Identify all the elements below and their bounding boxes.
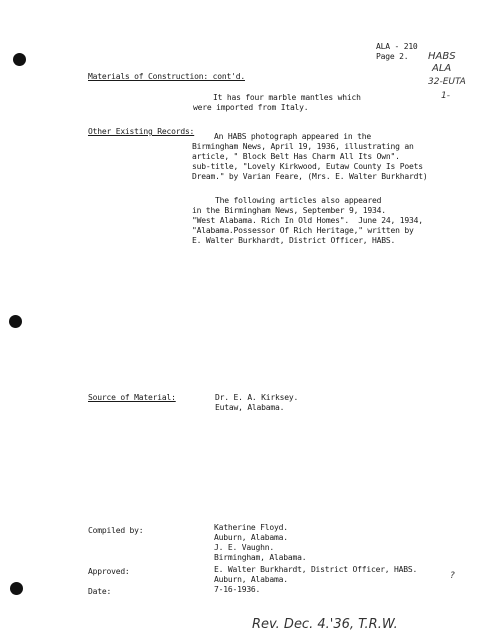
other-records-para2 [192, 206, 423, 246]
habs-stamp-line-3: 32-EUTA [428, 77, 466, 87]
para2-line-3: "West Alabama. Rich In Old Homes". June 24, 1934, [192, 216, 423, 225]
source-line-2: Eutaw, Alabama. [215, 403, 285, 412]
habs-stamp-line-4: 1- [441, 91, 450, 101]
para2-line-1: The following articles also appeared [215, 196, 382, 205]
materials-line-1: It has four marble mantles which [213, 93, 361, 102]
materials-heading: Materials of Construction: cont'd. [88, 72, 245, 81]
habs-stamp-line-2: ALA [432, 63, 452, 74]
materials-text-2 [193, 103, 308, 113]
para1-line-4: Dream." by Varian Feare, (Mrs. E. Walter Burkhardt) [192, 172, 428, 181]
para2-line-5: E. Walter Burkhardt, District Officer, HABS. [192, 236, 396, 245]
binder-hole-middle [9, 315, 22, 328]
compiled-line-2: Auburn, Alabama. [214, 533, 288, 542]
compiled-block [214, 523, 306, 563]
date-label: Date: [88, 587, 112, 596]
other-records-heading: Other Existing Records: [88, 127, 195, 136]
source-label: Source of Material: [88, 393, 176, 402]
other-records-para1 [192, 142, 427, 182]
para1-line-3: sub-title, "Lovely Kirkwood, Eutaw County Is Poets [192, 162, 423, 171]
approved-label: Approved: [88, 567, 130, 576]
binder-hole-bottom [10, 582, 23, 595]
compiled-line-3: J. E. Vaughn. [214, 543, 275, 552]
compiled-line-1: Katherine Floyd. [214, 523, 288, 532]
date-value: 7-16-1936. [214, 585, 261, 594]
margin-mark: ? [450, 571, 455, 581]
para2-line-2: in the Birmingham News, September 9, 1934. [192, 206, 386, 215]
other-records-para2-first [215, 196, 381, 206]
compiled-line-4: Birmingham, Alabama. [214, 553, 307, 562]
document-ref: ALA - 210 [376, 42, 418, 51]
compiled-label: Compiled by: [88, 526, 144, 535]
handwritten-revision-note: Rev. Dec. 4.'36, T.R.W. [252, 617, 398, 632]
materials-text [213, 93, 361, 103]
other-records-para1-first: An HABS photograph appeared in the [214, 132, 371, 141]
source-block [215, 393, 298, 413]
page-number: Page 2. [376, 52, 409, 61]
approved-line-1: E. Walter Burkhardt, District Officer, HABS. [214, 565, 418, 574]
materials-line-2: were imported from Italy. [193, 103, 309, 112]
para1-line-2: article, " Block Belt Has Charm All Its Own". [192, 152, 400, 161]
approved-block [214, 565, 417, 585]
para2-line-4: "Alabama.Possessor Of Rich Heritage," written by [192, 226, 414, 235]
habs-stamp-line-1: HABS [428, 51, 456, 62]
source-line-1: Dr. E. A. Kirksey. [215, 393, 299, 402]
approved-line-2: Auburn, Alabama. [214, 575, 288, 584]
binder-hole-top [13, 53, 26, 66]
para1-line-1: Birmingham News, April 19, 1936, illustrating an [192, 142, 414, 151]
